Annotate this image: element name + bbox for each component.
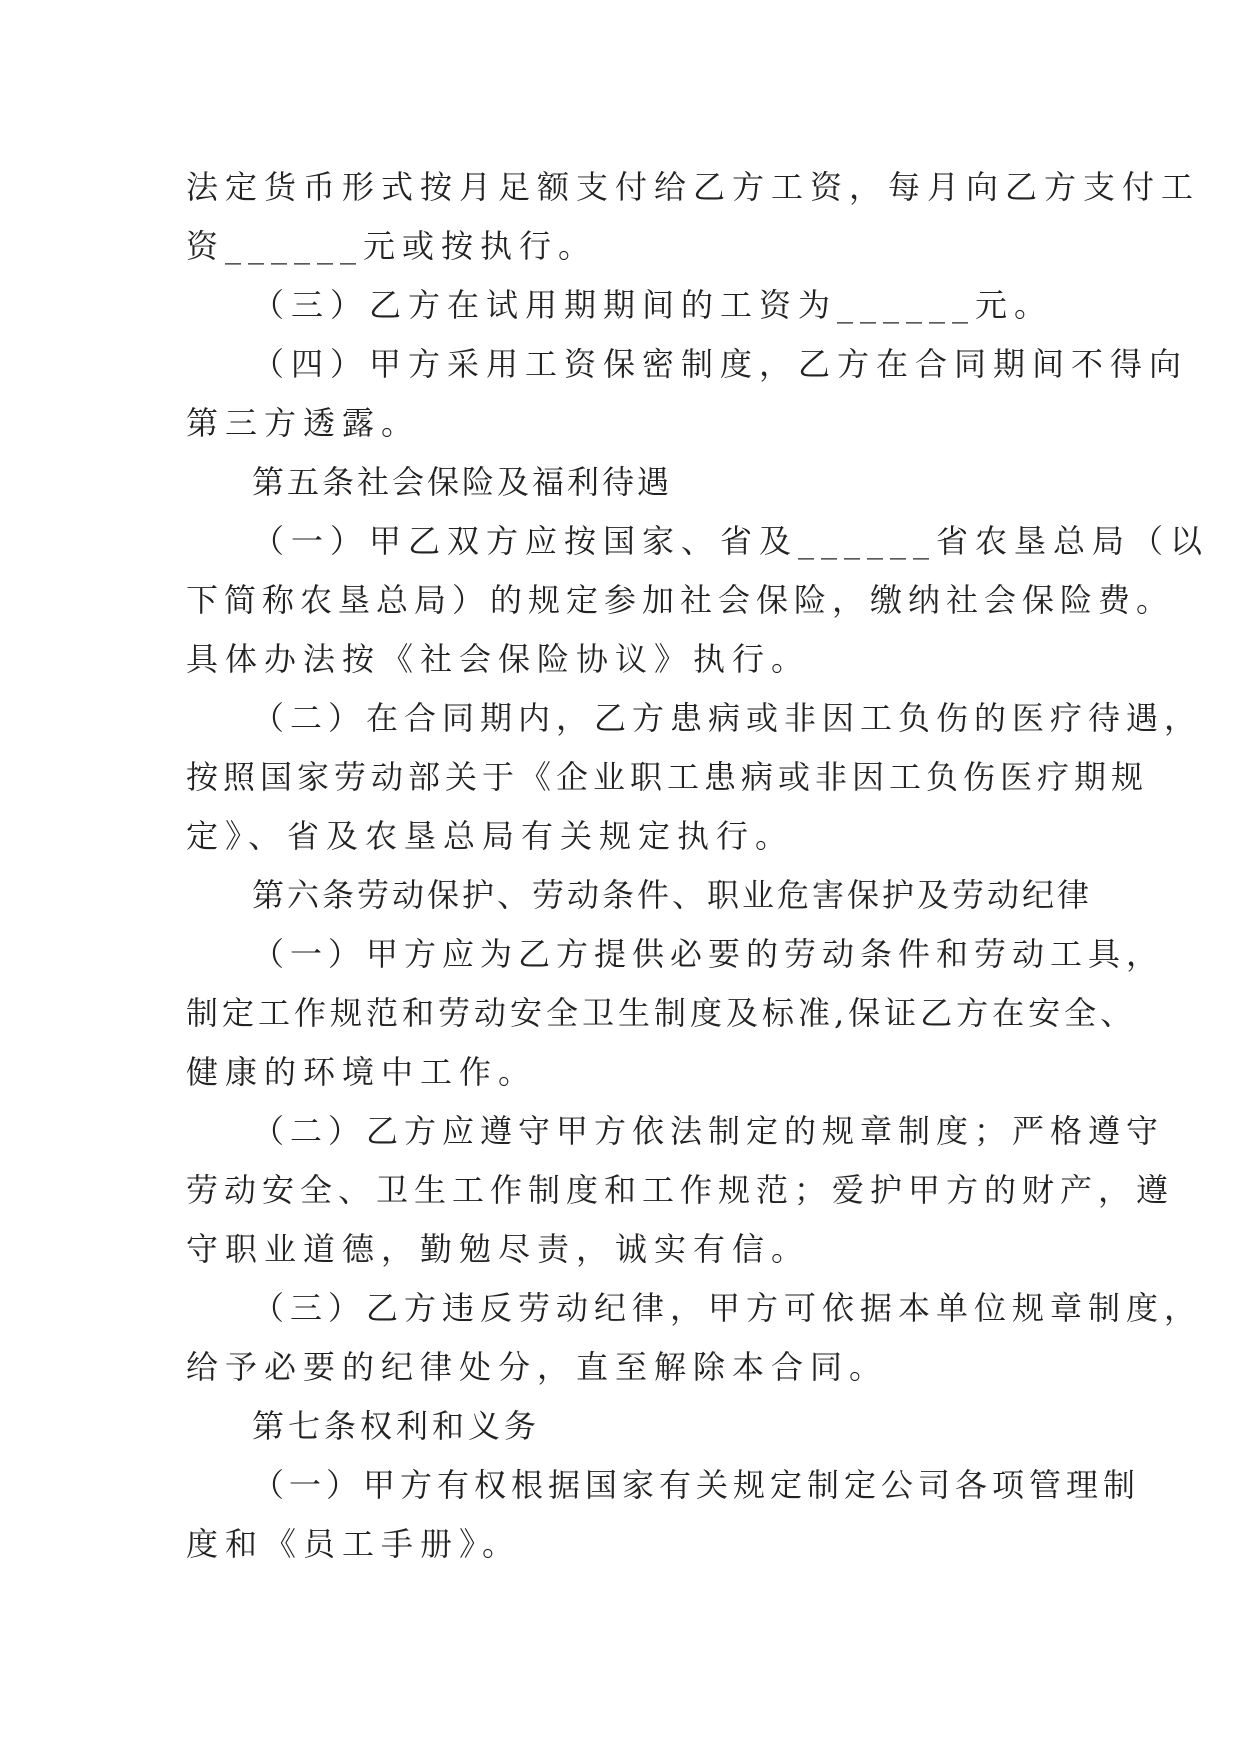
section-heading: 第六条劳动保护、劳动条件、职业危害保护及劳动纪律: [252, 876, 1093, 914]
section-heading: 第七条权利和义务: [252, 1407, 541, 1445]
text-line: 第三方透露。: [186, 404, 421, 442]
text-line: （三）乙方违反劳动纪律，甲方可依据本单位规章制度，: [252, 1289, 1203, 1327]
text-line: （二）在合同期内，乙方患病或非因工负伤的医疗待遇，: [252, 699, 1203, 737]
text-line: （一）甲方有权根据国家有关规定制定公司各项管理制: [252, 1466, 1141, 1504]
text-line: 健康的环境中工作。: [186, 1053, 538, 1091]
text-line: 劳动安全、卫生工作制度和工作规范；爱护甲方的财产，遵: [186, 1171, 1175, 1209]
text-line: 下简称农垦总局）的规定参加社会保险，缴纳社会保险费。: [186, 581, 1175, 619]
text-line: 具体办法按《社会保险协议》执行。: [186, 640, 811, 678]
text-line: （四）甲方采用工资保密制度，乙方在合同期间不得向: [252, 345, 1189, 383]
text-line: （一）甲乙双方应按国家、省及______省农垦总局（以: [252, 522, 1210, 560]
text-line: （一）甲方应为乙方提供必要的劳动条件和劳动工具，: [252, 935, 1165, 973]
text-line: （三）乙方在试用期期间的工资为______元。: [252, 286, 1054, 324]
text-line: 度和《员工手册》。: [186, 1525, 522, 1563]
text-line: 制定工作规范和劳动安全卫生制度及标准,保证乙方在安全、: [186, 994, 1137, 1032]
text-line: 给予必要的纪律处分，直至解除本合同。: [186, 1348, 889, 1386]
text-line: （二）乙方应遵守甲方依法制定的规章制度；严格遵守: [252, 1112, 1165, 1150]
section-heading: 第五条社会保险及福利待遇: [252, 463, 673, 501]
text-line: 按照国家劳动部关于《企业职工患病或非因工负伤医疗期规: [186, 758, 1149, 796]
text-line: 法定货币形式按月足额支付给乙方工资，每月向乙方支付工: [186, 168, 1201, 206]
text-line: 守职业道德，勤勉尽责，诚实有信。: [186, 1230, 811, 1268]
text-line: 资______元或按执行。: [186, 227, 598, 265]
text-line: 定》、省及农垦总局有关规定执行。: [186, 817, 795, 855]
